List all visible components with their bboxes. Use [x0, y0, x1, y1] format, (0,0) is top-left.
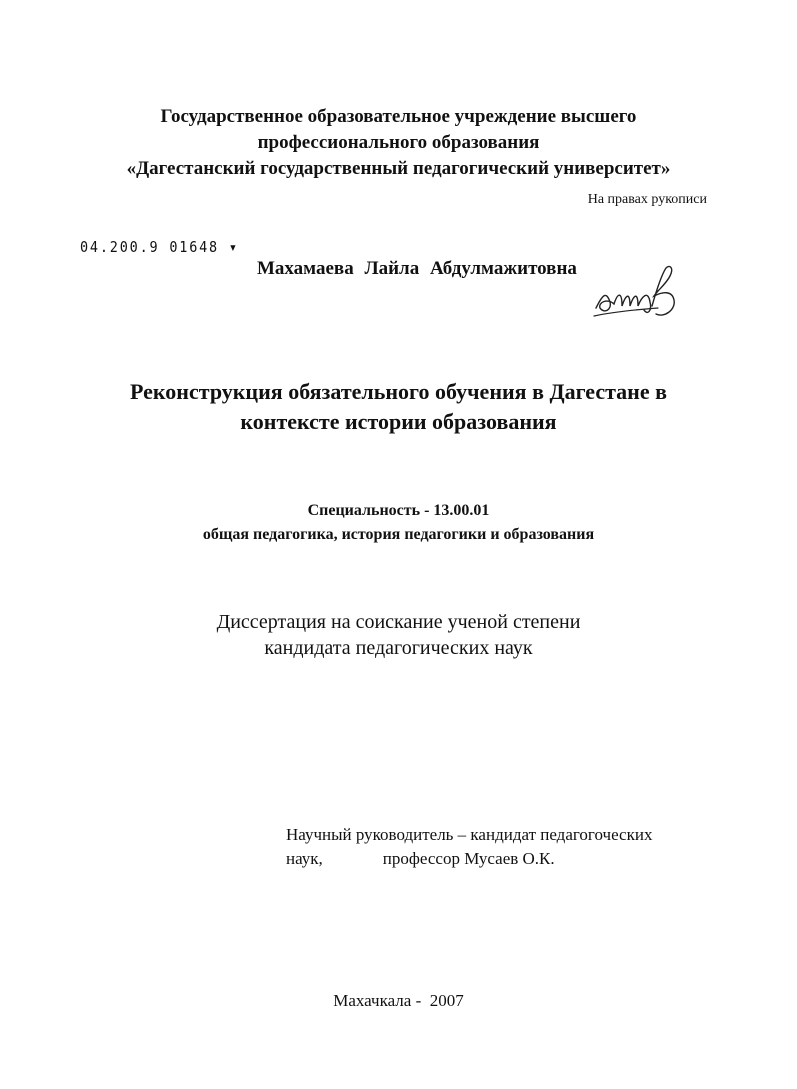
dissertation-degree	[0, 609, 797, 661]
city-year: Махачкала - 2007	[333, 991, 464, 1010]
specialty-block	[0, 499, 797, 547]
supervisor-degree-end: наук,	[286, 849, 323, 868]
supervisor-line-2	[286, 847, 652, 871]
archive-number-text: 04.200.9 01648	[80, 238, 219, 256]
specialty-code: Специальность - 13.00.01	[307, 502, 490, 519]
institution-header	[0, 104, 797, 182]
title-line-2: контексте истории образования	[240, 409, 557, 434]
supervisor-line-1: Научный руководитель – кандидат педагогоческих	[286, 825, 653, 844]
author-name: Махамаева Лайла Абдулмажитовна	[257, 258, 577, 279]
archive-stamp-number: 04.200.9 01648 ▾	[80, 238, 239, 256]
supervisor-name: профессор Мусаев О.К.	[382, 849, 555, 868]
title-line-1: Реконструкция обязательного обучения в Дагестане в	[130, 379, 667, 404]
institution-line-3: «Дагестанский государственный педагогический университет»	[126, 158, 671, 179]
supervisor-block	[286, 823, 652, 871]
handwritten-signature	[592, 262, 682, 324]
dissertation-title	[0, 377, 797, 437]
institution-line-1: Государственное образовательное учреждение высшего	[160, 106, 637, 127]
institution-line-2: профессионального образования	[257, 132, 540, 153]
degree-line-2: кандидата педагогических наук	[264, 637, 533, 659]
degree-line-1: Диссертация на соискание ученой степени	[216, 611, 581, 633]
rights-note: На правах рукописи	[587, 192, 707, 207]
specialty-description: общая педагогика, история педагогики и образования	[202, 526, 595, 543]
